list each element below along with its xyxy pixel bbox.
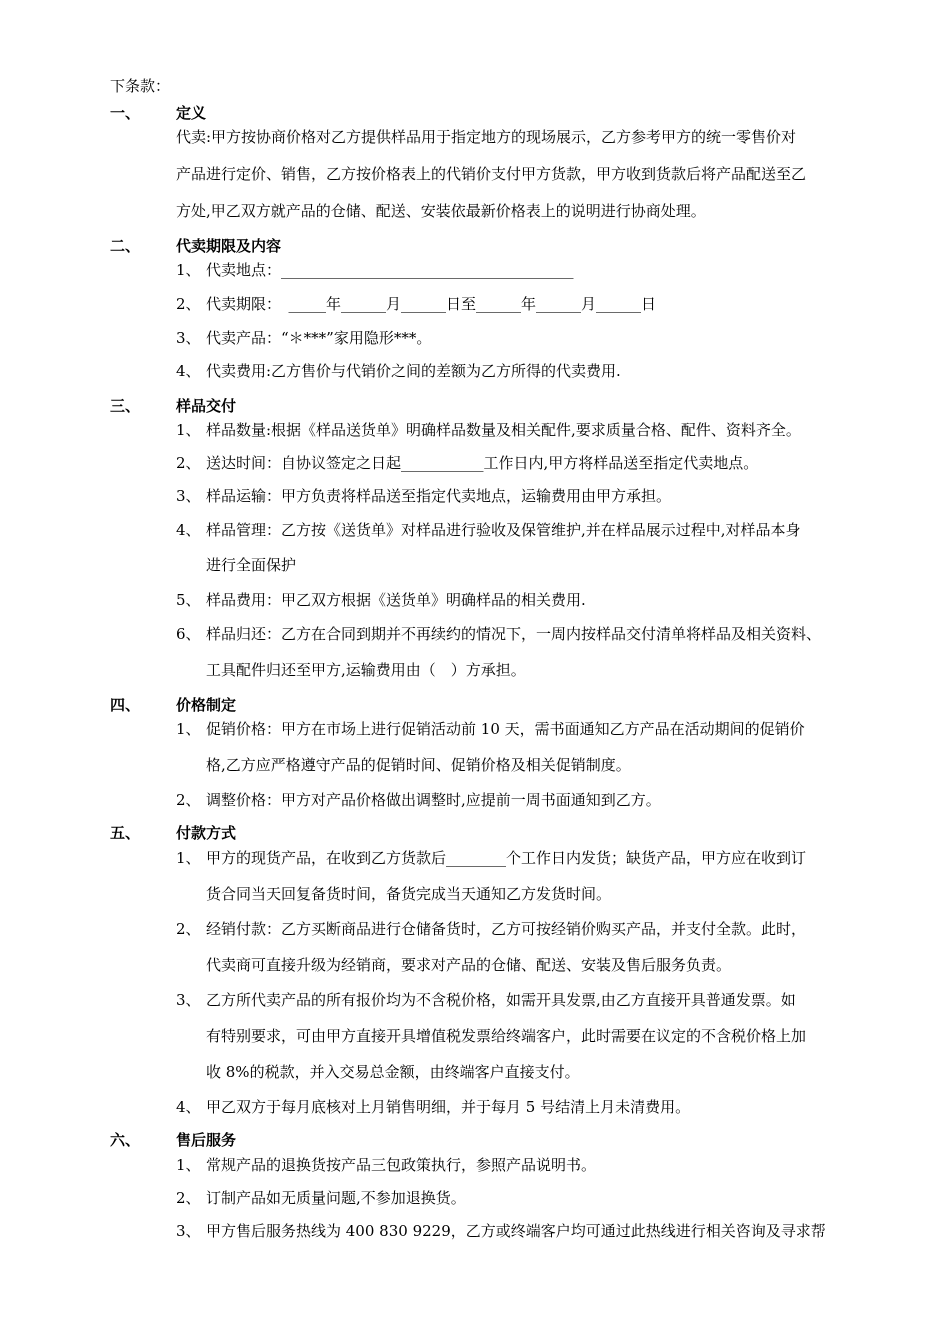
item-text: 代卖费用:乙方售价与代销价之间的差额为乙方所得的代卖费用.	[206, 362, 621, 380]
item-index: 2、	[176, 1189, 201, 1207]
item-text: 甲乙双方于每月底核对上月销售明细，并于每月 5 号结清上月未清费用。	[206, 1098, 691, 1116]
item-text: 甲方售后服务热线为 400 830 9229，乙方或终端客户均可通过此热线进行相关咨询及寻求帮	[206, 1222, 826, 1240]
item-text-continued: 进行全面保护	[206, 556, 297, 574]
item-index: 5、	[176, 591, 201, 609]
item-text: 乙方所代卖产品的所有报价均为不含税价格，如需开具发票,由乙方直接开具普通发票。如	[206, 991, 796, 1009]
item-index: 1、	[176, 849, 201, 867]
item-text: 代卖产品：“＊***”家用隐形***。	[206, 329, 432, 347]
item-index: 2、	[176, 920, 201, 938]
section-number: 二、	[110, 237, 141, 255]
item-index: 2、	[176, 454, 201, 472]
item-text: 促销价格：甲方在市场上进行促销活动前 10 天，需书面通知乙方产品在活动期间的促销价	[206, 720, 805, 738]
item-text-continued: 格,乙方应严格遵守产品的促销时间、促销价格及相关促销制度。	[206, 756, 631, 774]
section-number: 一、	[110, 104, 141, 122]
item-text: 经销付款：乙方买断商品进行仓储备货时，乙方可按经销价购买产品，并支付全款。此时，	[206, 920, 807, 938]
item-text: 甲方的现货产品，在收到乙方货款后________个工作日内发货；缺货产品，甲方应在收到订	[206, 849, 807, 867]
section-number: 五、	[110, 824, 141, 842]
item-text-continued: 收 8%的税款，并入交易总金额，由终端客户直接支付。	[206, 1063, 580, 1081]
definition-line: 代卖:甲方按协商价格对乙方提供样品用于指定地方的现场展示，乙方参考甲方的统一零售价对	[176, 128, 797, 146]
section-number: 六、	[110, 1131, 141, 1149]
item-index: 4、	[176, 521, 201, 539]
item-text-continued: 代卖商可直接升级为经销商，要求对产品的仓储、配送、安装及售后服务负责。	[206, 956, 732, 974]
item-text: 代卖期限： _____年______月______日至______年______月______日	[206, 295, 657, 313]
section-title: 定义	[176, 104, 207, 122]
item-text-continued: 货合同当天回复备货时间，备货完成当天通知乙方发货时间。	[206, 885, 612, 903]
item-index: 3、	[176, 1222, 201, 1240]
section-number: 四、	[110, 696, 141, 714]
item-index: 2、	[176, 295, 201, 313]
item-text: 送达时间：自协议签定之日起___________工作日内,甲方将样品送至指定代卖地点。	[206, 454, 759, 472]
item-text: 样品费用：甲乙双方根据《送货单》明确样品的相关费用.	[206, 591, 586, 609]
item-text: 样品运输：甲方负责将样品送至指定代卖地点，运输费用由甲方承担。	[206, 487, 672, 505]
item-text: 常规产品的退换货按产品三包政策执行，参照产品说明书。	[206, 1156, 597, 1174]
item-index: 1、	[176, 1156, 201, 1174]
item-text: 样品数量:根据《样品送货单》明确样品数量及相关配件,要求质量合格、配件、资料齐全。	[206, 421, 801, 439]
section-title: 样品交付	[176, 397, 237, 415]
item-text: 订制产品如无质量问题,不参加退换货。	[206, 1189, 466, 1207]
item-index: 4、	[176, 1098, 201, 1116]
item-index: 4、	[176, 362, 201, 380]
item-text: 样品归还：乙方在合同到期并不再续约的情况下，一周内按样品交付清单将样品及相关资料、	[206, 625, 822, 643]
definition-line: 方处,甲乙双方就产品的仓储、配送、安装依最新价格表上的说明进行协商处理。	[176, 202, 706, 220]
item-index: 1、	[176, 261, 201, 279]
item-index: 6、	[176, 625, 201, 643]
section-title: 价格制定	[176, 696, 237, 714]
item-index: 3、	[176, 487, 201, 505]
definition-line: 产品进行定价、销售，乙方按价格表上的代销价支付甲方货款，甲方收到货款后将产品配送至乙	[176, 165, 807, 183]
item-text: 样品管理：乙方按《送货单》对样品进行验收及保管维护,并在样品展示过程中,对样品本身	[206, 521, 801, 539]
section-title: 付款方式	[176, 824, 237, 842]
intro-text: 下条款：	[110, 77, 171, 95]
section-title: 代卖期限及内容	[176, 237, 282, 255]
item-index: 2、	[176, 791, 201, 809]
item-index: 1、	[176, 720, 201, 738]
section-title: 售后服务	[176, 1131, 237, 1149]
section-number: 三、	[110, 397, 141, 415]
item-index: 3、	[176, 991, 201, 1009]
item-text: 代卖地点：_______________________________________	[206, 261, 574, 279]
item-text-continued: 工具配件归还至甲方,运输费用由（ ）方承担。	[206, 661, 526, 679]
item-index: 1、	[176, 421, 201, 439]
item-text: 调整价格：甲方对产品价格做出调整时,应提前一周书面通知到乙方。	[206, 791, 661, 809]
item-index: 3、	[176, 329, 201, 347]
item-text-continued: 有特别要求，可由甲方直接开具增值税发票给终端客户，此时需要在议定的不含税价格上加	[206, 1027, 807, 1045]
